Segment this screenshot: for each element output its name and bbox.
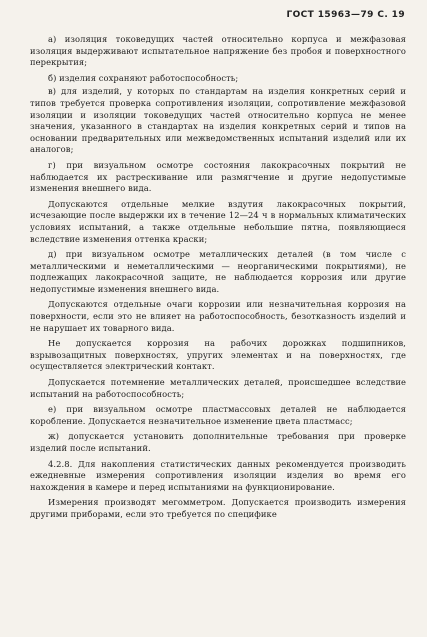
paragraph-corrosion-allowed: Допускаются отдельные очаги коррозии или незначительная коррозия на поверхности, если это не влияет на работоспособность, безотказность изделий и не нарушает их товарного вида. xyxy=(30,299,406,333)
page-header: ГОСТ 15963—79 С. 19 xyxy=(286,10,405,20)
paragraph-item-g: г) при визуальном осмотре состояния лакокрасочных покрытий не наблюдается их растрескивание или размягчение и другие недопустимые изменения внешнего вида. xyxy=(30,159,406,194)
paragraph-section-4-2-8: 4.2.8. Для накопления статистических данных рекомендуется производить ежедневные измерения сопротивления изоляции изделия во время его нахождения в камере и перед испытаниями на функционирование. xyxy=(30,458,406,492)
paragraph-corrosion-not-allowed: Не допускается коррозия на рабочих дорожках подшипников, взрывозащитных поверхностях, упругих элементах и на поверхностях, где осуществляется электрический контакт. xyxy=(30,338,406,372)
paragraph-item-b: б) изделия сохраняют работоспособность; xyxy=(48,72,239,83)
paragraph-bubbles-allowed: Допускаются отдельные мелкие вздутия лакокрасочных покрытий, исчезающие после выдержки их в течение 12—24 ч в нормальных климатических условиях испытаний, а также отдельные небольшие пятна, появляющиеся вследствие изменения оттенка краски; xyxy=(30,198,406,244)
paragraph-darkening-allowed: Допускается потемнение металлических деталей, происшедшее вследствие испытаний на работоспособность; xyxy=(30,377,406,399)
paragraph-measurements: Измерения производят мегомметром. Допускается производить измерения другими приборами, если это требуется по специфике xyxy=(30,497,406,519)
paragraph-item-zh: ж) допускается установить дополнительные требования при проверке изделий после испытаний. xyxy=(30,431,406,453)
paragraph-item-v: в) для изделий, у которых по стандартам на изделия конкретных серий и типов требуется проверка сопротивления изоляции, сопротивление межфазовой изоляции и изоляции токоведущих частей относительно корпуса не менее значения, указанного в стандартах на изделия конкретных серий и типов на основании предварительных или межведомственных испытаний изделий или их аналогов; xyxy=(30,86,406,155)
paragraph-item-a: а) изоляция токоведущих частей относительно корпуса и межфазовая изоляция выдерживают испытательное напряжение без пробоя и поверхностного перекрытия; xyxy=(30,34,406,68)
paragraph-item-e: е) при визуальном осмотре пластмассовых деталей не наблюдается коробление. Допускается незначительное изменение цвета пластмасс; xyxy=(30,404,406,426)
document-body xyxy=(30,34,406,525)
paragraph-item-d: д) при визуальном осмотре металлических деталей (в том числе с металлическими и неметаллическими — неорганическими покрытиями), не подлежащих лакокрасочной защите, не наблюдается коррозия или другие недопустимые изменения внешнего вида. xyxy=(30,249,406,294)
